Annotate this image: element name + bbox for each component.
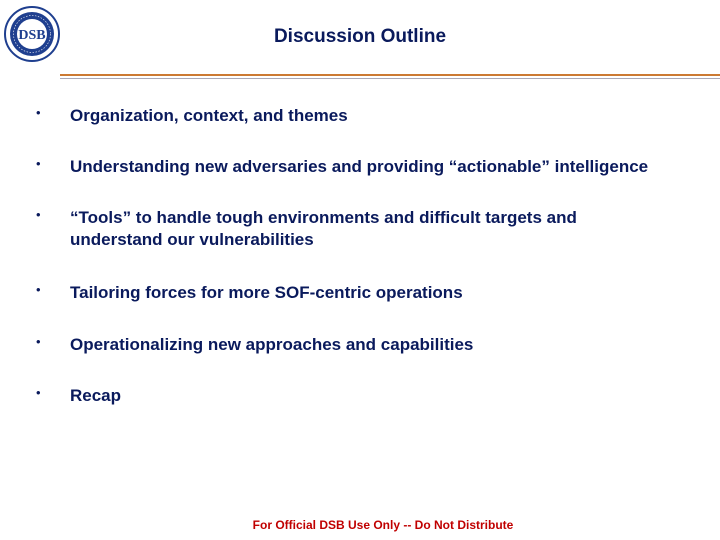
bullet-text: Understanding new adversaries and providing “actionable” intelligence xyxy=(70,157,649,176)
slide-title: Discussion Outline xyxy=(273,26,447,47)
bullet-dot-icon: • xyxy=(36,334,41,349)
bullet-dot-icon: • xyxy=(36,385,41,400)
bullet-text: Organization, context, and themes xyxy=(70,106,348,125)
logo-text: DSB xyxy=(18,28,46,43)
bullet-dot-icon: • xyxy=(36,105,41,120)
bullet-text: Recap xyxy=(70,386,122,405)
footer-notice: For Official DSB Use Only -- Do Not Distribute xyxy=(252,518,514,532)
header-rule-orange xyxy=(60,74,720,76)
bullet-dot-icon: • xyxy=(36,156,41,171)
bullet-dot-icon: • xyxy=(36,207,41,222)
bullet-text: Tailoring forces for more SOF-centric operations xyxy=(70,283,463,302)
bullet-text: Operationalizing new approaches and capabilities xyxy=(70,335,474,354)
bullet-text: “Tools” to handle tough environments and difficult targets and understand our vulnerabilities xyxy=(70,208,577,249)
header-rule-gray xyxy=(60,78,720,79)
bullet-dot-icon: • xyxy=(36,282,41,297)
